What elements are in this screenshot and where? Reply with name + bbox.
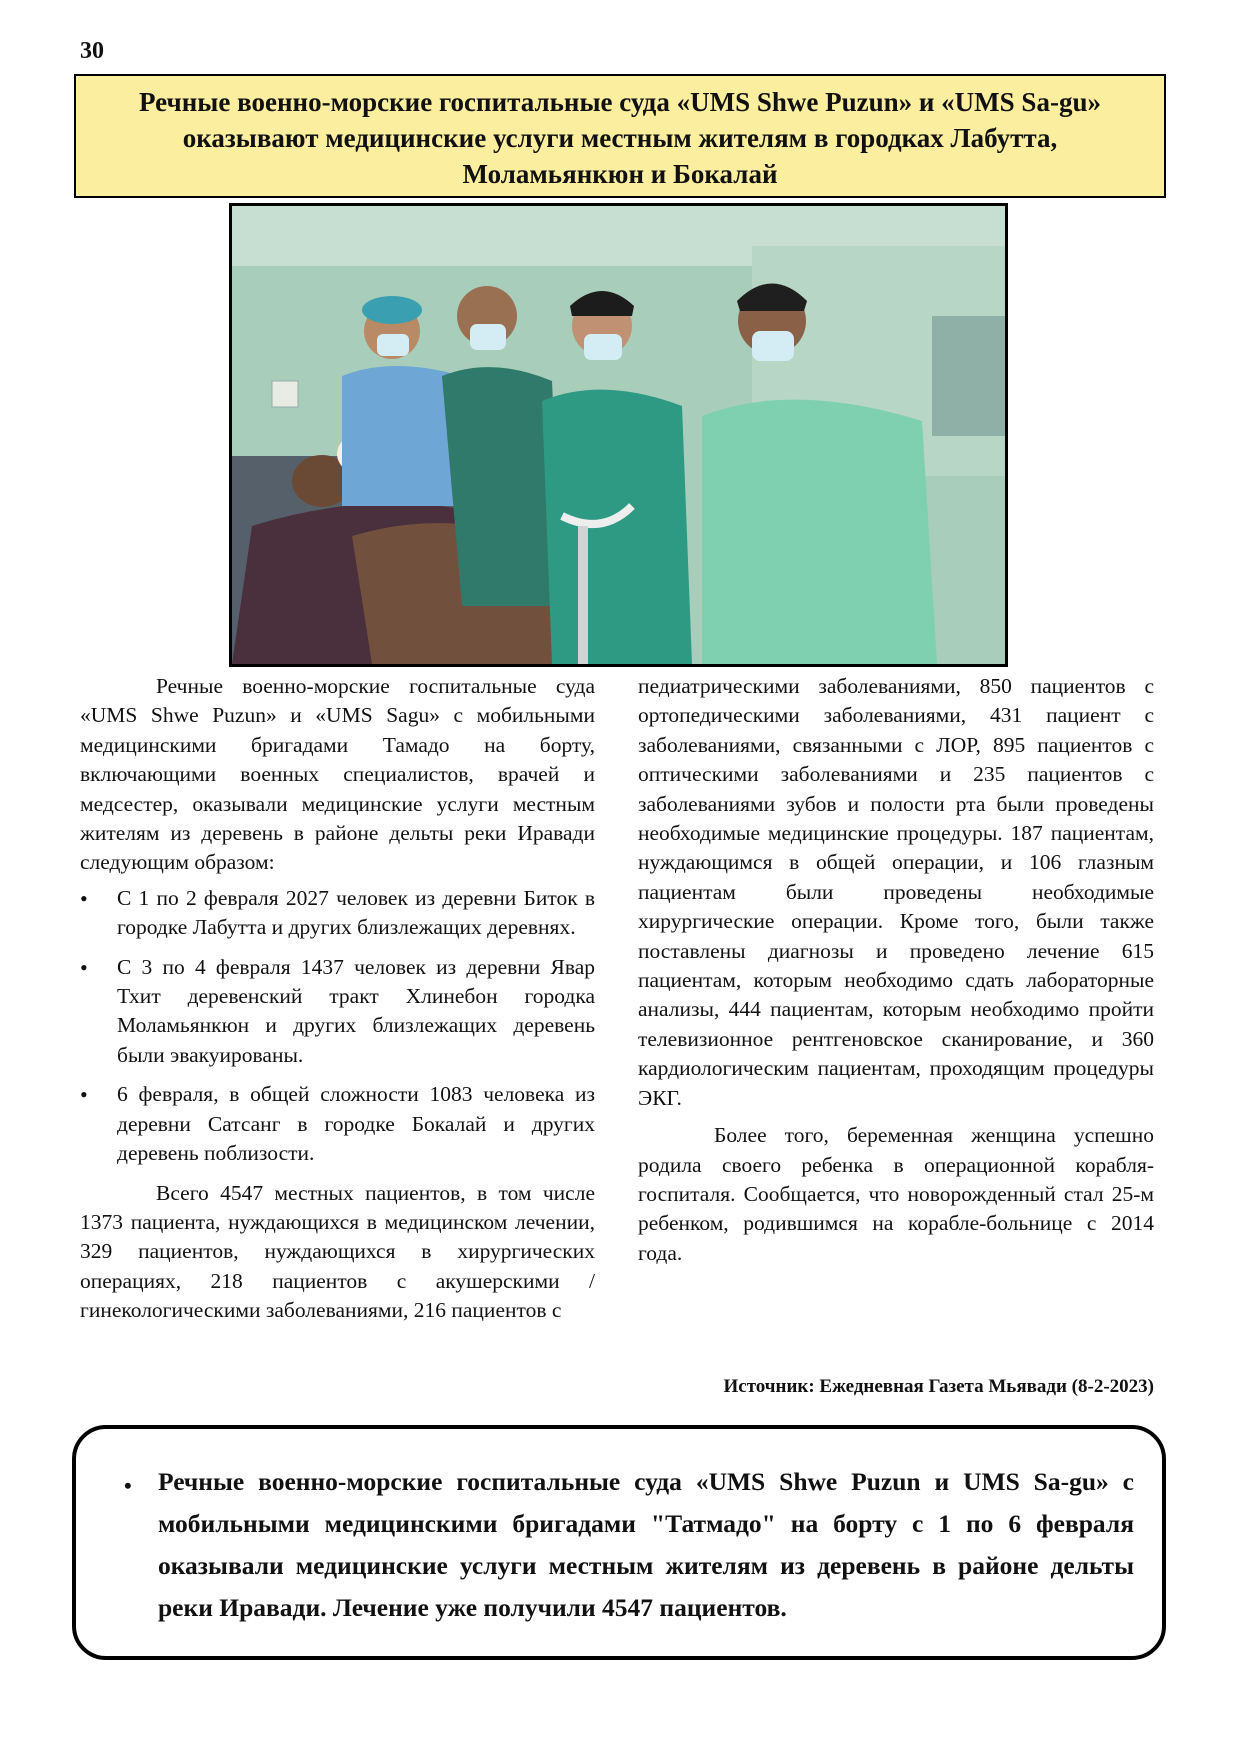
- list-item: • 6 февраля, в общей сложности 1083 человека из деревни Сатсанг в городке Бокалай и других деревень поблизости.: [80, 1080, 595, 1168]
- article-intro: Речные военно-морские госпитальные суда «UMS Shwe Puzun» и «UMS Sagu» с мобильными медицинскими бригадами Тамадо на борту, включающими военных специалистов, врачей и медсестер, оказывали медицинские услуги местным жителям из деревень в районе дельты реки Иравади следующим образом:: [80, 674, 595, 875]
- article-total-part1: Всего 4547 местных пациентов, в том числе 1373 пациента, нуждающихся в медицинском лечении, 329 пациентов, нуждающихся в хирургических операциях, 218 пациентов с акушерскими / гинекологическими заболеваниями, 216 пациентов с: [80, 1180, 595, 1323]
- list-item: • С 1 по 2 февраля 2027 человек из деревни Биток в городке Лабутта и других близлежащих деревнях.: [80, 884, 595, 943]
- list-item: • С 3 по 4 февраля 1437 человек из деревни Явар Тхит деревенский тракт Хлинебон городка Моламьянкюн и других близлежащих деревень были эвакуированы.: [80, 953, 595, 1071]
- summary-text: Речные военно-морские госпитальные суда «UMS Shwe Puzun и UMS Sa-gu» с мобильными медицинскими бригадами "Татмадо" на борту с 1 по 6 февраля оказывали медицинские услуги местным жителям из деревень в районе дельты реки Иравади. Лечение уже получили 4547 пациентов.: [158, 1467, 1134, 1622]
- article-photo: [229, 203, 1008, 667]
- page-number: 30: [80, 38, 104, 64]
- summary-bullet: •: [124, 1473, 132, 1498]
- summary-box: [72, 1425, 1166, 1660]
- article-birth-paragraph: Более того, беременная женщина успешно родила своего ребенка в операционной корабля-госпиталя. Сообщается, что новорожденный стал 25-м ребенком, родившимся на корабле-больнице с 2014 года.: [638, 1123, 1154, 1265]
- article-bullet-list: [80, 884, 595, 1169]
- article-title: Речные военно-морские госпитальные суда «UMS Shwe Puzun» и «UMS Sa-gu» оказывают медицинские услуги местным жителям в городках Лабутта, Моламьянкюн и Бокалай: [74, 74, 1166, 198]
- article-source: Источник: Ежедневная Газета Мьявади (8-2-2023): [723, 1376, 1154, 1397]
- article-column-left: [80, 672, 595, 1326]
- medical-staff-with-newborn-photo: [232, 206, 1005, 664]
- article-total-part2: педиатрическими заболеваниями, 850 пациентов с ортопедическими заболеваниями, 431 пациент с заболеваниями, связанными с ЛОР, 895 пациентов с оптическими заболеваниями и 235 пациентов с заболеваниями зубов и полости рта были проведены необходимые медицинские процедуры. 187 пациентам, нуждающимся в общей операции, и 106 глазным пациентам были проведены необходимые хирургические операции. Кроме того, были также поставлены диагнозы и проведено лечение 615 пациентам, которым необходимо сдать лабораторные анализы, 444 пациентам, которым необходимо пройти телевизионное рентгеновское сканирование, и 360 кардиологическим пациентам, проходящим процедуры ЭКГ.: [638, 674, 1154, 1110]
- article-column-right: [638, 672, 1154, 1268]
